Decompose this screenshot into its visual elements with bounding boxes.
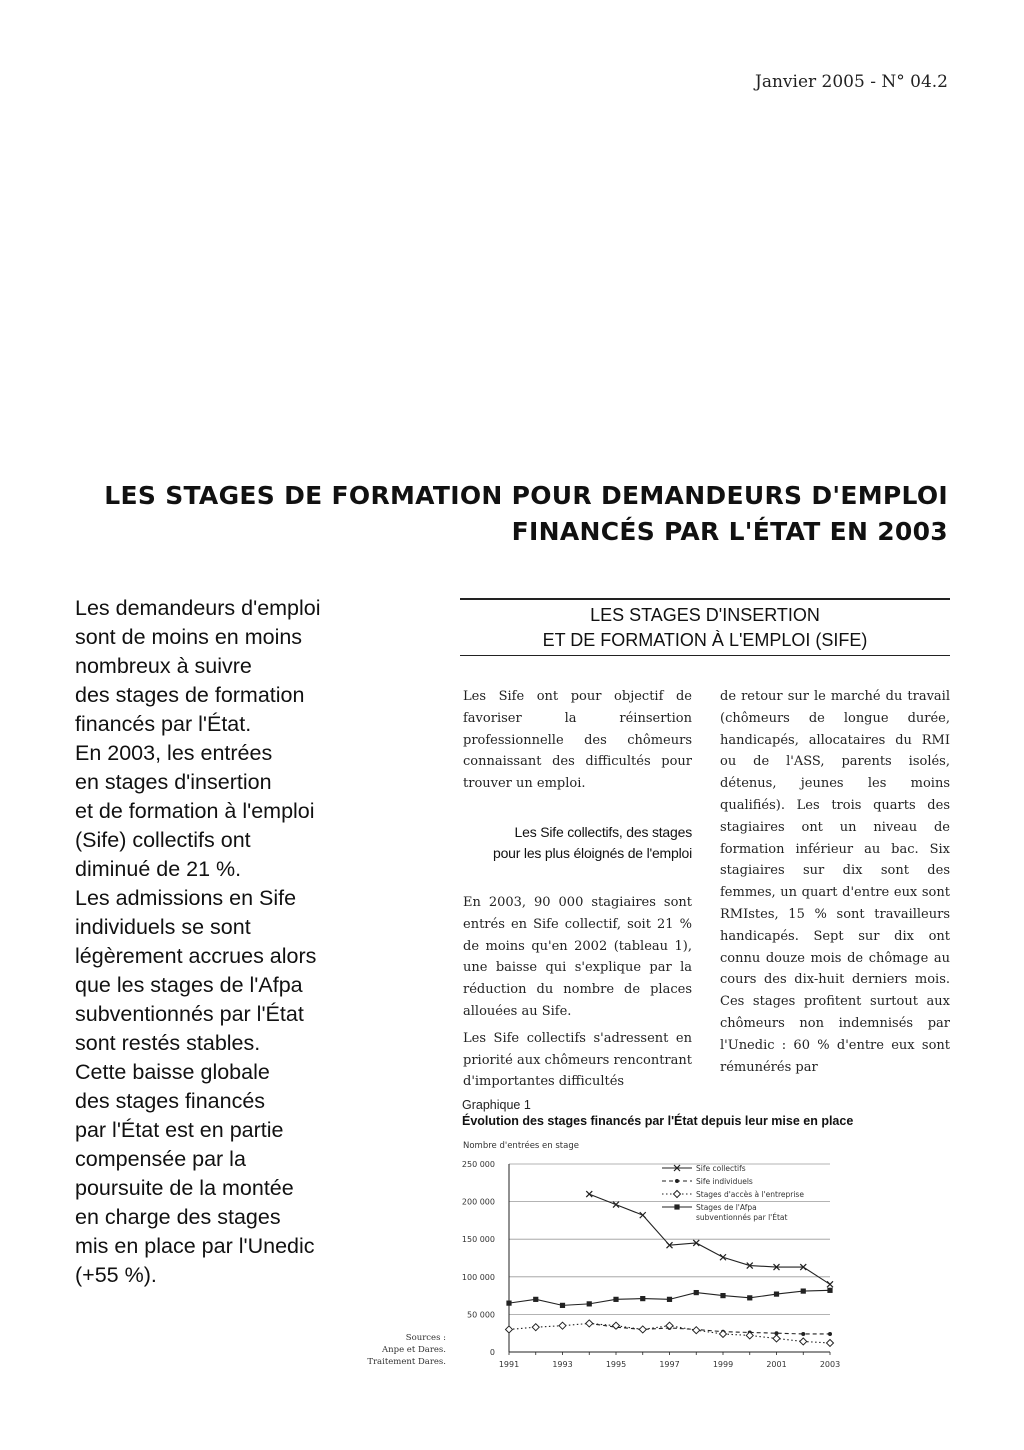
summary-line: compensée par la [75, 1147, 246, 1171]
data-point-series-4 [694, 1290, 699, 1295]
figure-label: Graphique 1 [462, 1098, 531, 1112]
data-point-series-4 [774, 1291, 779, 1296]
data-point-series-1 [720, 1254, 726, 1260]
legend-marker-4 [674, 1204, 679, 1209]
data-point-series-3 [559, 1322, 566, 1329]
line-chart [456, 1136, 846, 1372]
summary-abstract [75, 594, 395, 1290]
summary-line: Cette baisse globale [75, 1060, 270, 1084]
summary-line: en charge des stages [75, 1205, 281, 1229]
summary-line: financés par l'État. [75, 712, 252, 736]
data-point-series-4 [747, 1295, 752, 1300]
summary-line: individuels se sont [75, 915, 251, 939]
summary-line: sont de moins en moins [75, 625, 303, 649]
summary-line: et de formation à l'emploi [75, 799, 315, 823]
data-point-series-1 [586, 1191, 592, 1197]
data-point-series-3 [532, 1324, 539, 1331]
summary-line: (+55 %). [75, 1263, 157, 1287]
legend-label: Stages d'accès à l'entreprise [696, 1190, 804, 1199]
summary-line: mis en place par l'Unedic [75, 1234, 315, 1258]
summary-line: par l'État est en partie [75, 1118, 284, 1142]
data-point-series-3 [827, 1339, 834, 1346]
data-point-series-4 [587, 1301, 592, 1306]
y-tick-label: 0 [489, 1348, 495, 1357]
summary-line: des stages financés [75, 1089, 266, 1113]
data-point-series-1 [827, 1281, 833, 1287]
section-title [460, 603, 950, 653]
y-axis-label: Nombre d'entrées en stage [463, 1141, 579, 1151]
data-point-series-3 [800, 1338, 807, 1345]
summary-line: en stages d'insertion [75, 770, 272, 794]
x-tick-label: 1997 [659, 1360, 680, 1369]
summary-line: Les admissions en Sife [75, 886, 297, 910]
data-point-series-4 [827, 1288, 832, 1293]
legend-label: Stages de l'Afpa [696, 1203, 757, 1212]
legend-label: subventionnés par l'État [696, 1213, 788, 1222]
data-point-series-4 [506, 1301, 511, 1306]
legend-marker-3 [674, 1191, 681, 1198]
figure-title: Évolution des stages financés par l'État depuis leur mise en place [462, 1114, 854, 1128]
series-line-2 [589, 1323, 830, 1334]
text-column-2 [720, 686, 950, 1078]
page-title [88, 478, 948, 550]
y-tick-label: 50 000 [467, 1310, 495, 1320]
page-title-line-1: LES STAGES DE FORMATION POUR DEMANDEURS D'EMPLOI [104, 481, 948, 510]
data-point-series-3 [613, 1322, 620, 1329]
section-title-line-2: ET DE FORMATION À L'EMPLOI (SIFE) [542, 630, 868, 650]
data-point-series-4 [640, 1296, 645, 1301]
summary-line: Les demandeurs d'emploi [75, 596, 321, 620]
data-point-series-4 [720, 1293, 725, 1298]
data-point-series-4 [801, 1288, 806, 1293]
data-point-series-4 [667, 1297, 672, 1302]
sources-line: Traitement Dares. [367, 1357, 446, 1367]
text-column-1 [463, 686, 692, 1093]
data-point-series-2 [828, 1332, 832, 1336]
data-point-series-2 [801, 1332, 805, 1336]
summary-line: sont restés stables. [75, 1031, 261, 1055]
x-tick-label: 1999 [712, 1360, 734, 1369]
data-point-series-3 [773, 1335, 780, 1342]
issue-date: Janvier 2005 - N° 04.2 [755, 72, 948, 92]
data-point-series-4 [560, 1303, 565, 1308]
legend-marker-2 [675, 1179, 679, 1183]
summary-line: légèrement accrues alors [75, 944, 317, 968]
data-point-series-4 [533, 1297, 538, 1302]
y-tick-label: 150 000 [461, 1235, 495, 1245]
y-tick-label: 250 000 [461, 1160, 495, 1169]
y-tick-label: 200 000 [461, 1197, 495, 1207]
x-tick-label: 2001 [766, 1360, 787, 1369]
data-point-series-3 [506, 1326, 513, 1333]
figure-sources [340, 1332, 446, 1368]
page-title-line-2: FINANCÉS PAR L'ÉTAT EN 2003 [511, 517, 948, 546]
summary-line: des stages de formation [75, 683, 305, 707]
sources-line: Sources : [405, 1333, 446, 1343]
sources-line: Anpe et Dares. [382, 1345, 446, 1355]
summary-line: nombreux à suivre [75, 654, 252, 678]
summary-line: poursuite de la montée [75, 1176, 294, 1200]
x-tick-label: 2003 [819, 1360, 841, 1369]
x-tick-label: 1991 [498, 1360, 520, 1369]
section-title-line-1: LES STAGES D'INSERTION [590, 605, 820, 625]
summary-line: En 2003, les entrées [75, 741, 273, 765]
paragraph: de retour sur le marché du travail (chômeurs de longue durée, handicapés, allocataires du RMI ou de l'ASS, parents isolés, détenus, jeunes les moins qualifiés). Les trois quarts des stagiaires ont un niveau de formation inférieur au bac. Six stagiaires sur dix sont des femmes, un quart d'entre eux sont RMIstes, 15 % sont travailleurs handicapés. Sept sur dix ont connu douze mois de chômage au cours des dix-huit derniers mois. Ces stages profitent surtout aux chômeurs non indemnisés par l'Unedic : 60 % d'entre eux sont rémunérés par [720, 689, 950, 1075]
summary-line: (Sife) collectifs ont [75, 828, 251, 852]
paragraph: En 2003, 90 000 stagiaires sont entrés en Sife collectif, soit 21 % de moins qu'en 2002 (tableau 1), une baisse qui s'explique par la réduction du nombre de places allouées au Sife. [463, 894, 692, 1019]
subheading-line-1: Les Sife collectifs, des stages [514, 823, 692, 840]
data-point-series-3 [639, 1326, 646, 1333]
subheading [463, 822, 692, 864]
paragraph: Les Sife collectifs s'adressent en priorité aux chômeurs rencontrant d'importantes difficultés [463, 1030, 692, 1090]
data-point-series-3 [693, 1327, 700, 1334]
data-point-series-4 [613, 1297, 618, 1302]
x-tick-label: 1993 [552, 1360, 573, 1369]
summary-line: diminué de 21 %. [75, 857, 242, 881]
y-tick-label: 100 000 [461, 1272, 495, 1282]
legend-label: Sife collectifs [696, 1164, 746, 1173]
data-point-series-1 [640, 1212, 646, 1218]
data-point-series-1 [613, 1202, 619, 1208]
section-rule-bottom [460, 655, 950, 656]
summary-line: que les stages de l'Afpa [75, 973, 303, 997]
subheading-line-2: pour les plus éloignés de l'emploi [493, 844, 692, 861]
summary-line: subventionnés par l'État [75, 1002, 304, 1026]
paragraph: Les Sife ont pour objectif de favoriser la réinsertion professionnelle des chômeurs connaissant des difficultés pour trouver un emploi. [463, 689, 692, 792]
x-tick-label: 1995 [605, 1360, 627, 1369]
legend-label: Sife individuels [696, 1177, 753, 1186]
section-rule-top [460, 598, 950, 600]
data-point-series-3 [586, 1320, 593, 1327]
